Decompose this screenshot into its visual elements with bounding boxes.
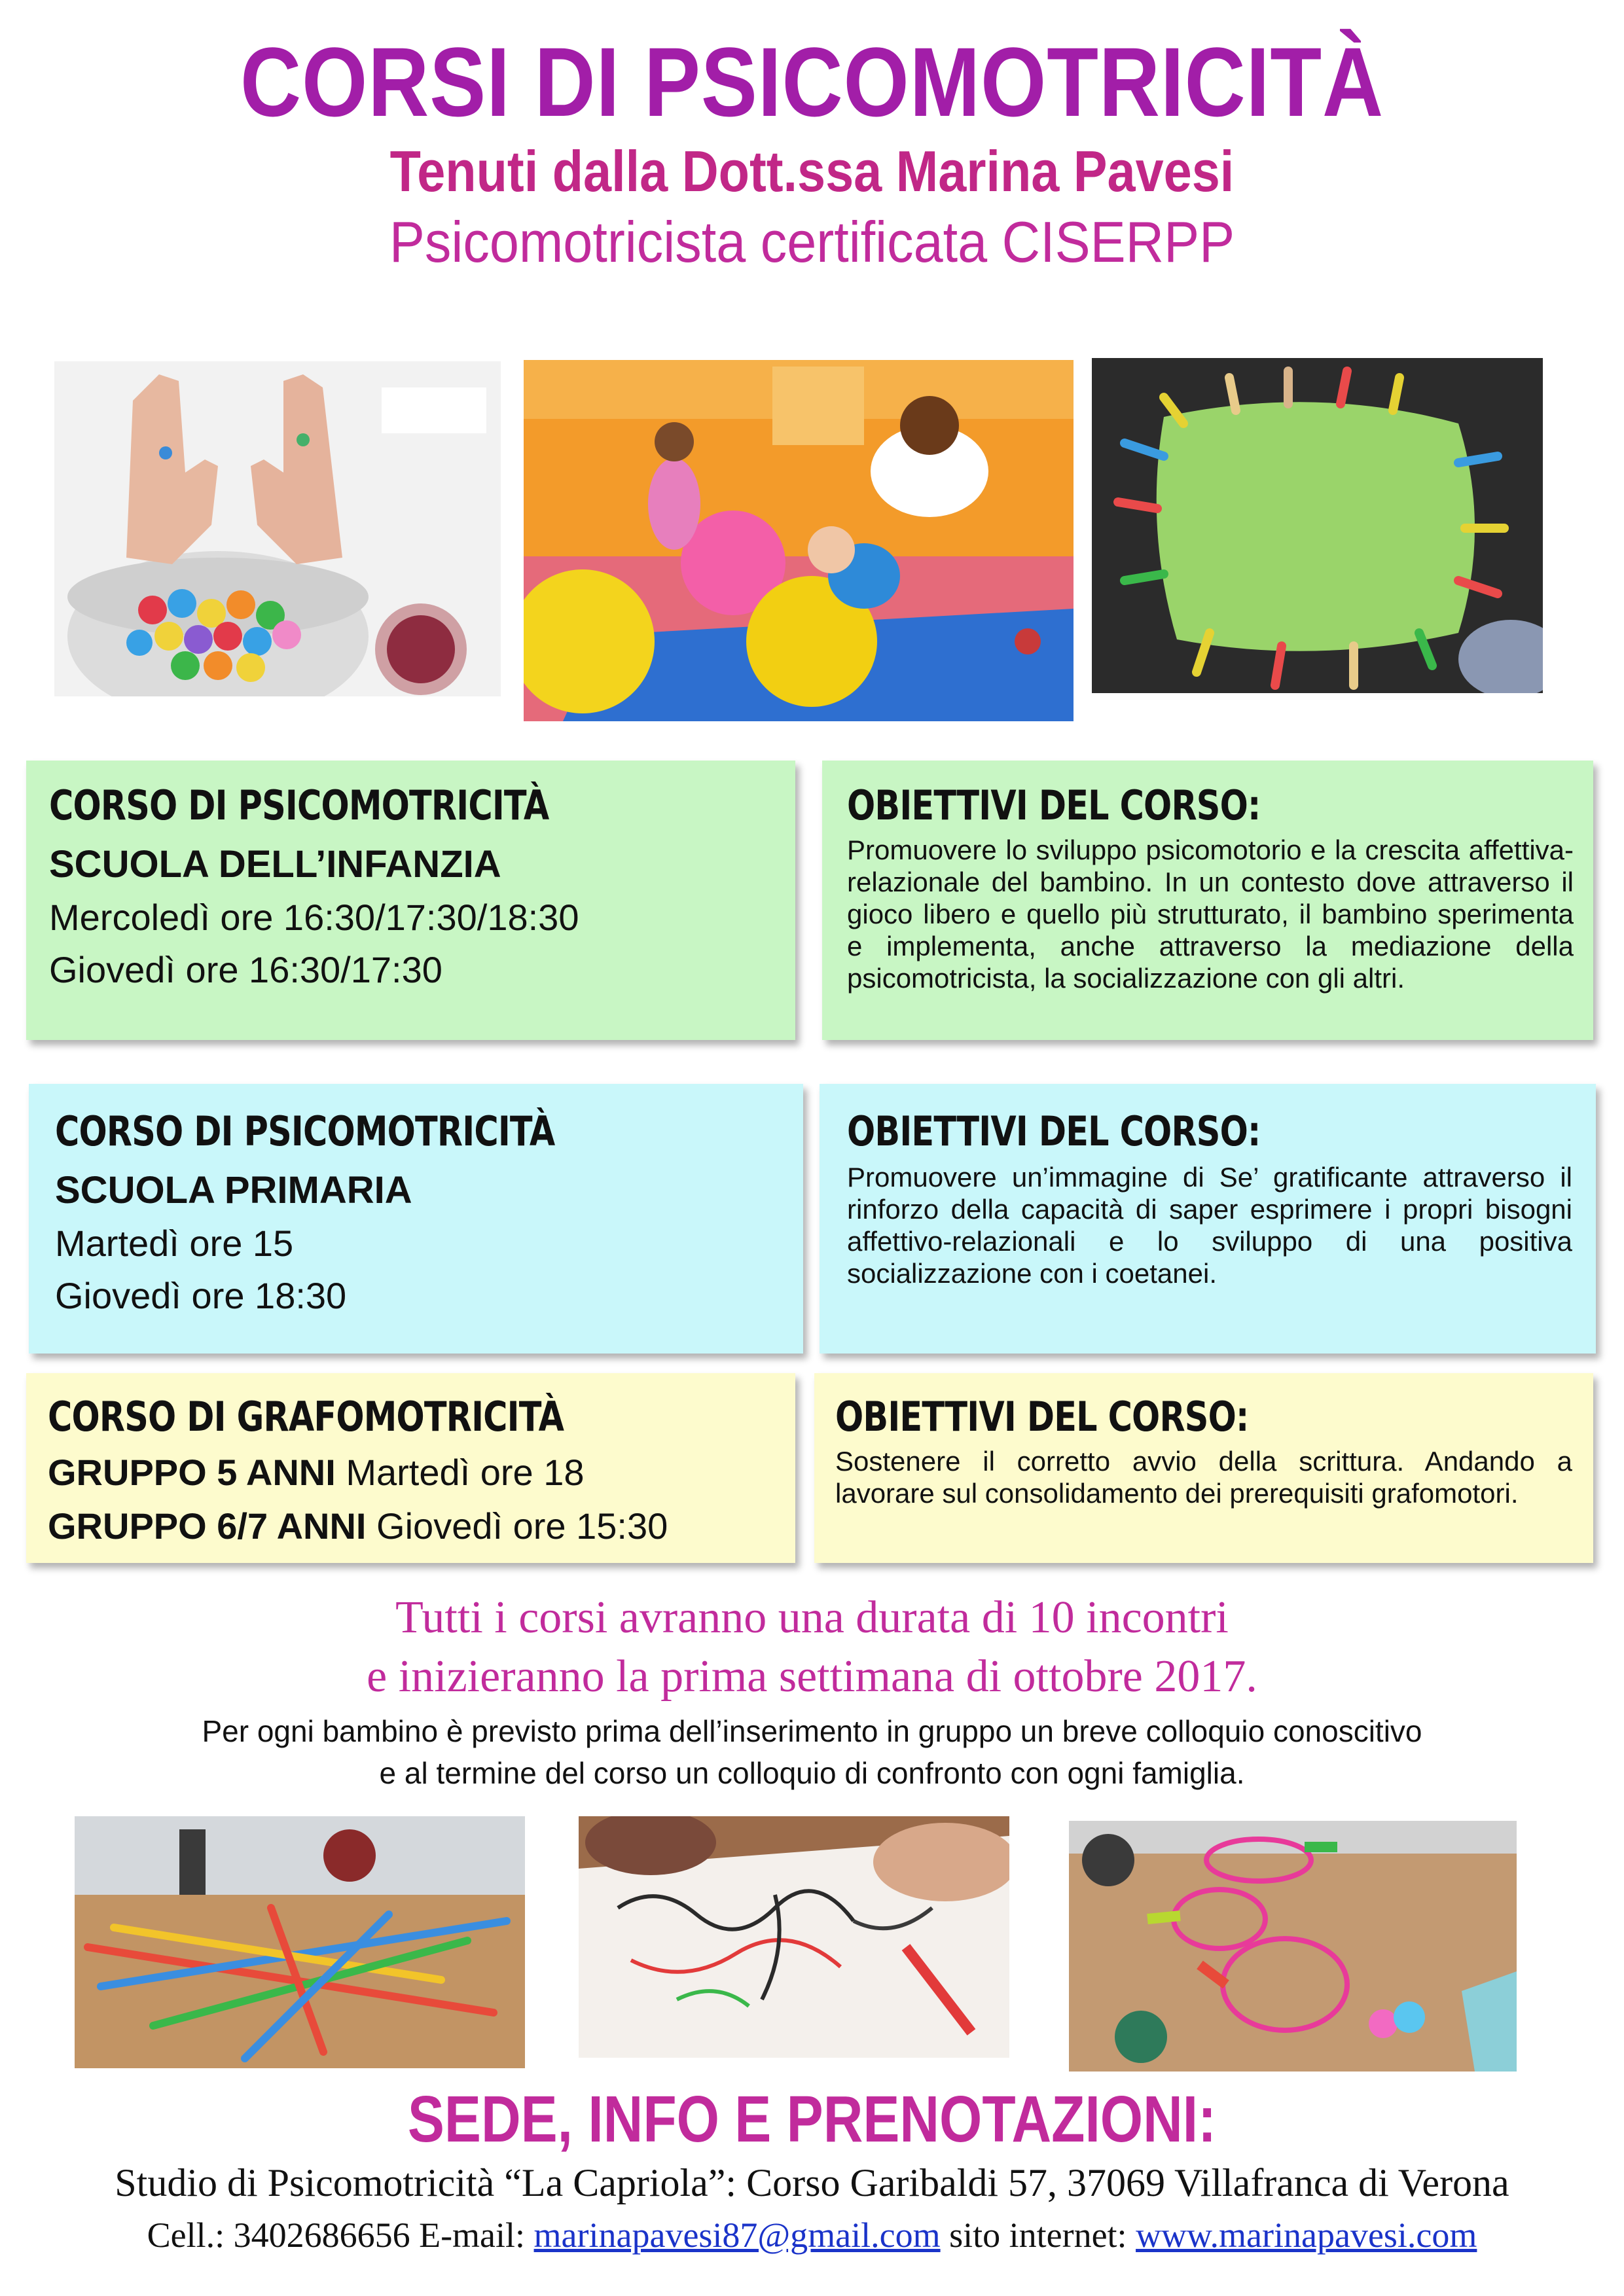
course-schedule-line: Martedì ore 15: [55, 1223, 294, 1264]
objectives-text: Sostenere il corretto avvio della scrittura. Andando a lavorare sul consolidamento dei prerequisiti grafomotori.: [835, 1446, 1572, 1509]
course-grafomotricita-box: [26, 1373, 795, 1563]
course-schedule-line: Giovedì ore 18:30: [55, 1275, 347, 1316]
course-primaria-box: [29, 1084, 803, 1354]
objectives-primaria-box: [820, 1084, 1596, 1354]
pillow-clothespins-photo: [1092, 358, 1543, 693]
interview-info: e al termine del corso un colloquio di confronto con ogni famiglia.: [379, 1756, 1245, 1790]
objectives-grafomotricita-box: [814, 1373, 1593, 1563]
page-title: CORSI DI PSICOMOTRICITÀ: [240, 27, 1384, 137]
objectives-title: OBIETTIVI DEL CORSO:: [835, 1393, 1249, 1441]
phone-label: Cell.: 3402686656 E-mail:: [147, 2215, 534, 2255]
contact-heading: SEDE, INFO E PRENOTAZIONI:: [407, 2083, 1217, 2156]
contact-line: [0, 2212, 1624, 2258]
painted-hands-photo: [54, 361, 501, 696]
course-subtitle: SCUOLA PRIMARIA: [55, 1169, 412, 1211]
course-title: CORSO DI PSICOMOTRICITÀ: [55, 1107, 555, 1155]
course-subtitle: SCUOLA DELL’INFANZIA: [49, 843, 501, 886]
objectives-infanzia-box: [822, 761, 1593, 1040]
course-schedule-line: Giovedì ore 16:30/17:30: [49, 949, 442, 990]
site-label: sito internet:: [940, 2215, 1136, 2255]
certification-subtitle: Psicomotricista certificata CISERPP: [389, 209, 1235, 274]
objectives-title: OBIETTIVI DEL CORSO:: [847, 781, 1261, 829]
duration-info: Tutti i corsi avranno una durata di 10 incontri: [395, 1592, 1229, 1643]
group-schedule-line: GRUPPO 5 ANNI Martedì ore 18: [48, 1452, 585, 1493]
group-schedule-line: GRUPPO 6/7 ANNI Giovedì ore 15:30: [48, 1505, 668, 1547]
teacher-subtitle: Tenuti dalla Dott.ssa Marina Pavesi: [389, 139, 1235, 204]
gym-balls-photo: [524, 360, 1074, 721]
studio-address: Studio di Psicomotricità “La Capriola”: Corso Garibaldi 57, 37069 Villafranca di Verona: [115, 2161, 1509, 2204]
course-infanzia-box: [26, 761, 795, 1040]
building-blocks-photo: [75, 1816, 525, 2068]
website-link[interactable]: www.marinapavesi.com: [1136, 2215, 1477, 2255]
email-link[interactable]: marinapavesi87@gmail.com: [533, 2215, 941, 2255]
start-date-info: e inizieranno la prima settimana di ottobre 2017.: [367, 1651, 1257, 1702]
course-title: CORSO DI PSICOMOTRICITÀ: [49, 781, 549, 829]
objectives-title: OBIETTIVI DEL CORSO:: [847, 1107, 1261, 1155]
objectives-text: Promuovere un’immagine di Se’ gratificante attraverso il rinforzo della capacità di saper esprimere i propri bisogni affettivo-relazionali e lo sviluppo di una positiva socializzazione con i coetanei.: [847, 1162, 1572, 1289]
course-schedule-line: Mercoledì ore 16:30/17:30/18:30: [49, 897, 579, 938]
drawing-paper-photo: [579, 1816, 1009, 2058]
hoops-balls-photo: [1069, 1821, 1517, 2072]
objectives-text: Promuovere lo sviluppo psicomotorio e la crescita affettiva-relazionale del bambino. In un contesto dove attraverso il gioco libero e quello più strutturato, il bambino sperimenta e implementa, anche attraverso la mediazione della psicomotricista, la socializzazione con gli altri.: [847, 834, 1574, 994]
interview-info: Per ogni bambino è previsto prima dell’inserimento in gruppo un breve colloquio conoscitivo: [202, 1714, 1422, 1748]
course-title: CORSO DI GRAFOMOTRICITÀ: [48, 1393, 564, 1441]
